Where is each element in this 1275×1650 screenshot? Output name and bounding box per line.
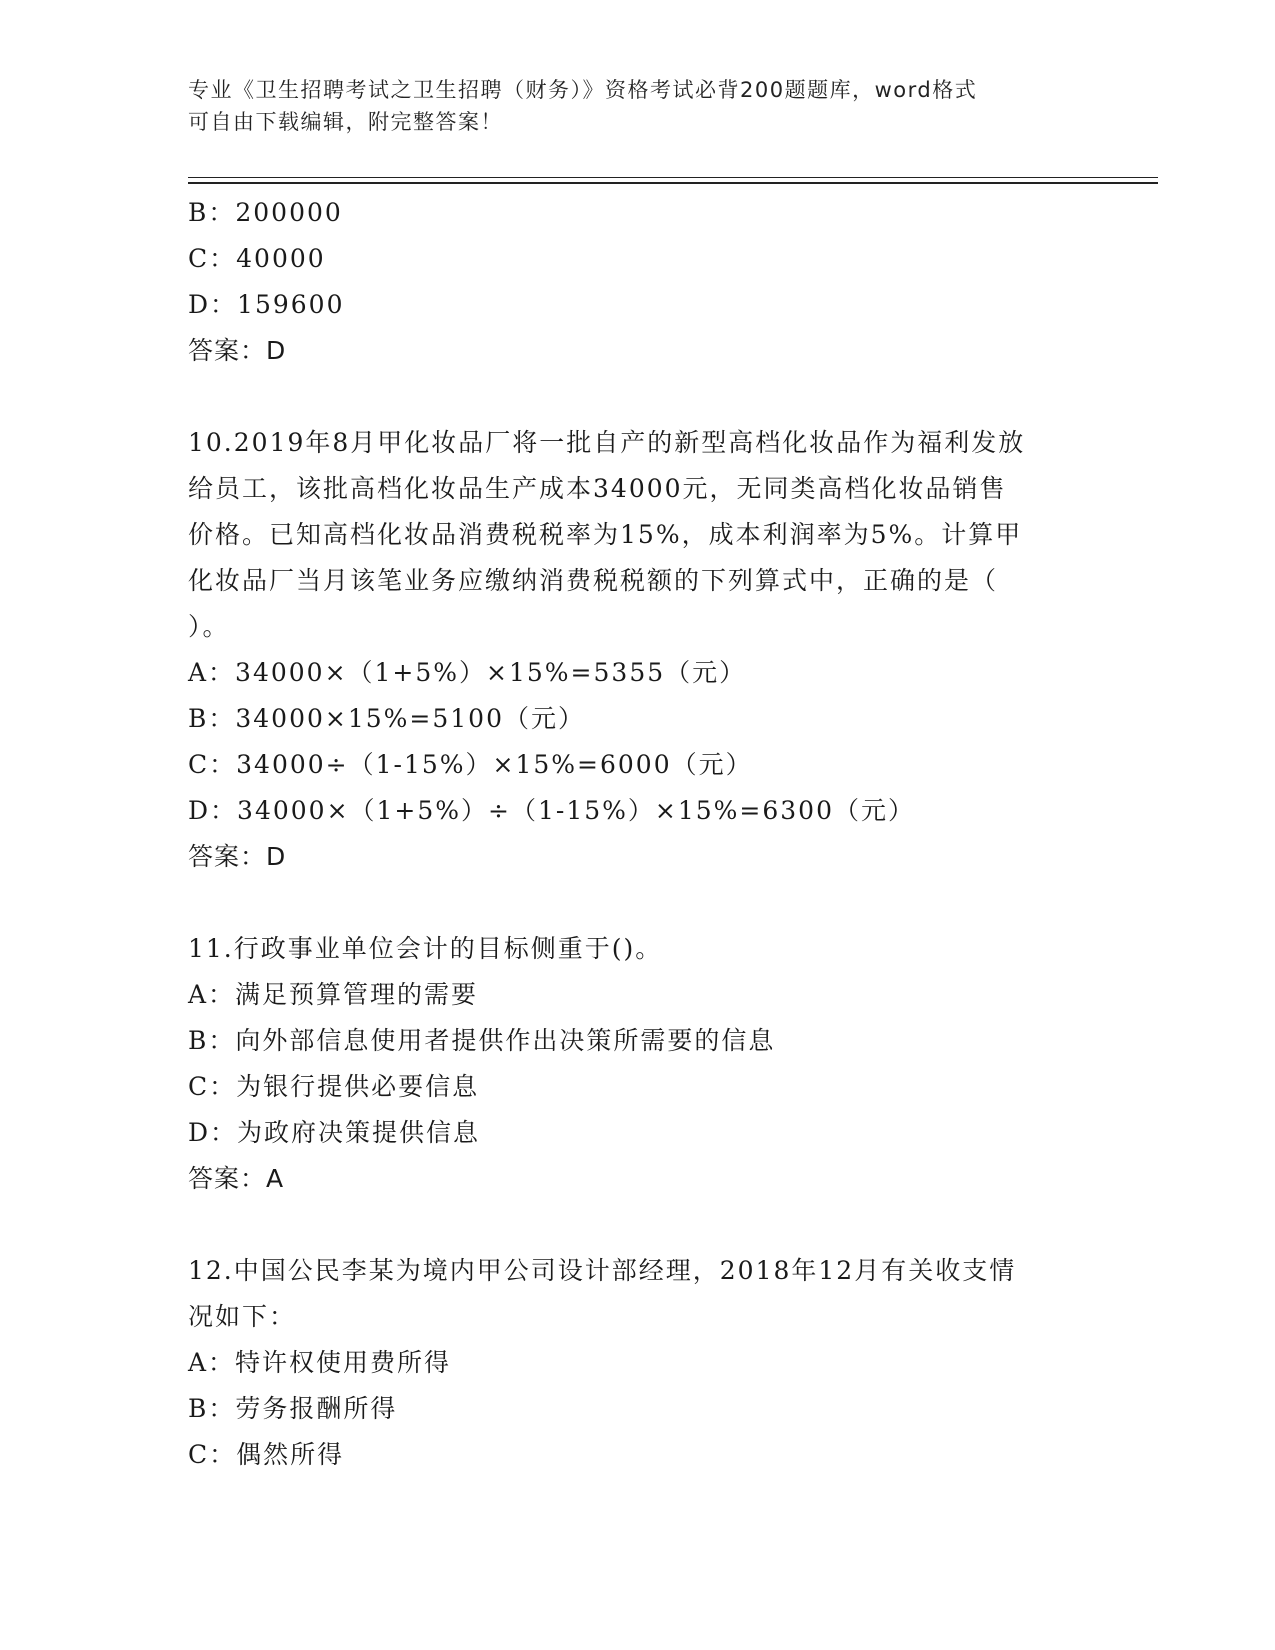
- q10-stem-line-2: 给员工，该批高档化妆品生产成本34000元，无同类高档化妆品销售: [188, 474, 1007, 503]
- q10-option-b: B：34000×15%=5100（元）: [188, 704, 585, 733]
- q9-option-b: B：200000: [188, 198, 343, 227]
- document-header: [188, 74, 1088, 138]
- header-title-line-2: 可自由下载编辑，附完整答案！: [188, 110, 503, 134]
- q10-option-a: A：34000×（1+5%）×15%=5355（元）: [188, 658, 747, 687]
- q10-option-c: C：34000÷（1-15%）×15%=6000（元）: [188, 750, 753, 779]
- q11-option-a: A：满足预算管理的需要: [188, 980, 479, 1009]
- question-11-block: [188, 926, 1088, 1202]
- q10-answer: 答案：D: [188, 842, 287, 871]
- q10-stem-line-3: 价格。已知高档化妆品消费税税率为15%，成本利润率为5%。计算甲: [188, 520, 1023, 549]
- q12-option-b: B：劳务报酬所得: [188, 1394, 398, 1423]
- q11-stem: 11.行政事业单位会计的目标侧重于()。: [188, 934, 663, 963]
- header-divider-thin: [188, 177, 1158, 178]
- q9-answer: 答案：D: [188, 336, 287, 365]
- q11-option-c: C：为银行提供必要信息: [188, 1072, 480, 1101]
- q12-option-a: A：特许权使用费所得: [188, 1348, 452, 1377]
- question-content: [188, 190, 1088, 1478]
- spacer: [188, 374, 1088, 420]
- spacer: [188, 1202, 1088, 1248]
- header-title-line-1: 专业《卫生招聘考试之卫生招聘（财务）》资格考试必背200题题库，word格式: [188, 78, 978, 102]
- q12-option-c: C：偶然所得: [188, 1440, 345, 1469]
- q12-stem-line-1: 12.中国公民李某为境内甲公司设计部经理，2018年12月有关收支情: [188, 1256, 1017, 1285]
- q10-stem-line-5: ）。: [188, 612, 230, 641]
- q9-option-d: D：159600: [188, 290, 345, 319]
- question-9-block: [188, 190, 1088, 374]
- question-10-block: [188, 420, 1088, 880]
- header-divider-thick: [188, 182, 1158, 184]
- spacer: [188, 880, 1088, 926]
- q10-stem-line-4: 化妆品厂当月该笔业务应缴纳消费税税额的下列算式中，正确的是（: [188, 566, 999, 595]
- q10-stem-line-1: 10.2019年8月甲化妆品厂将一批自产的新型高档化妆品作为福利发放: [188, 428, 1026, 457]
- q11-option-b: B：向外部信息使用者提供作出决策所需要的信息: [188, 1026, 776, 1055]
- q11-answer: 答案：A: [188, 1164, 285, 1193]
- q12-stem-line-2: 况如下：: [188, 1302, 297, 1331]
- q9-option-c: C：40000: [188, 244, 326, 273]
- q11-option-d: D：为政府决策提供信息: [188, 1118, 481, 1147]
- q10-option-d: D：34000×（1+5%）÷（1-15%）×15%=6300（元）: [188, 796, 915, 825]
- question-12-block: [188, 1248, 1088, 1478]
